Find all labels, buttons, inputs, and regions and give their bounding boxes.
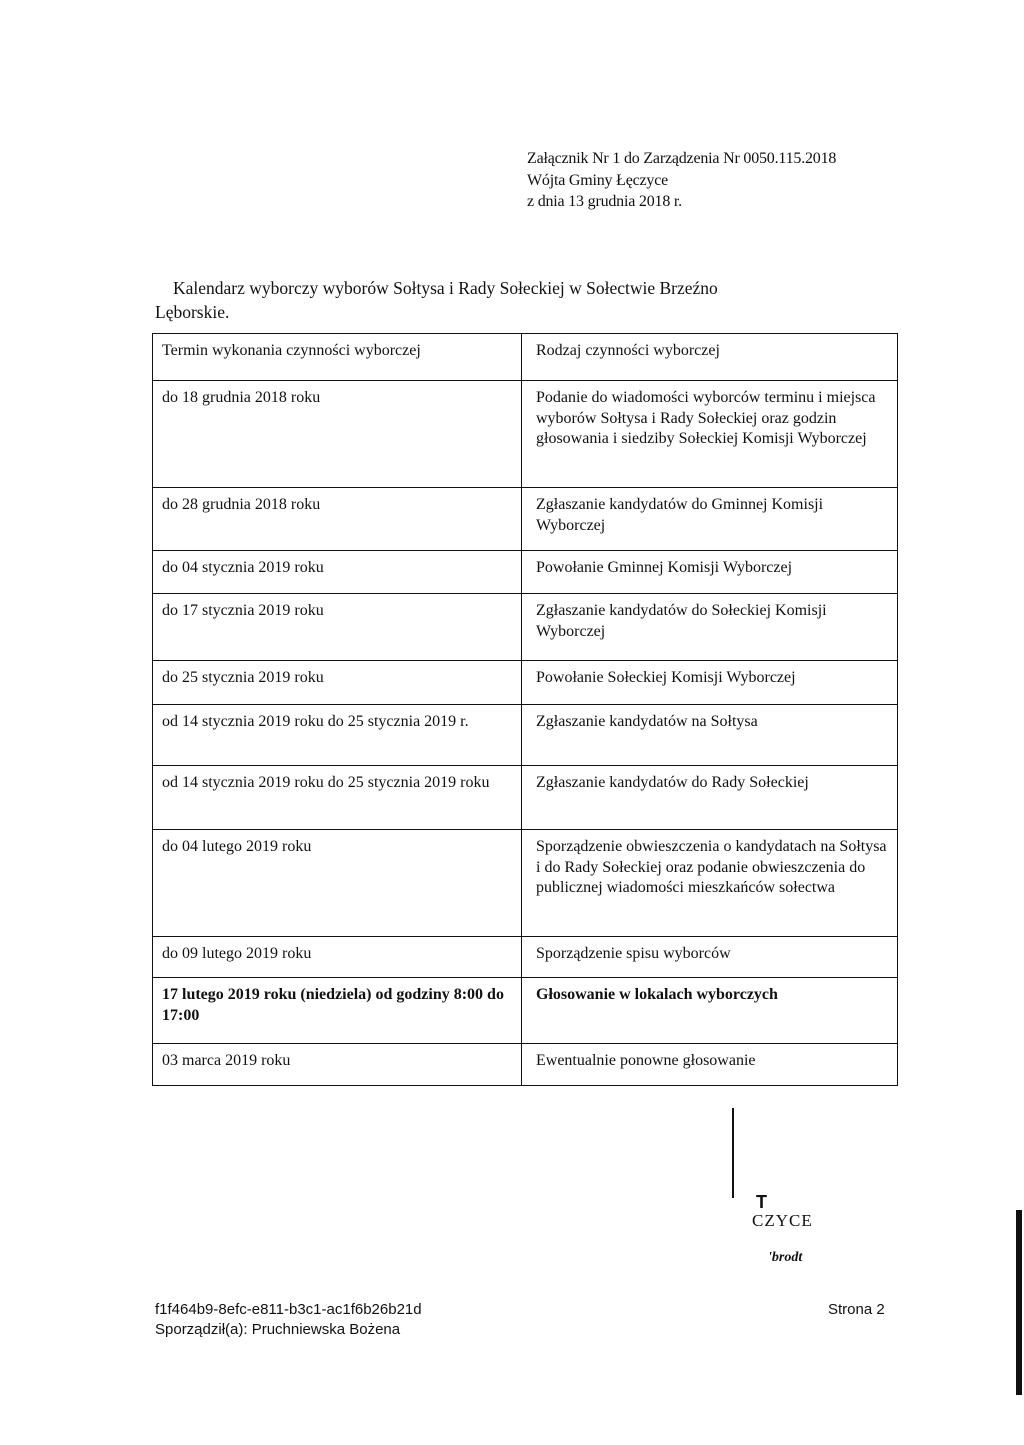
table-row xyxy=(153,766,898,830)
table-row xyxy=(153,381,898,488)
table-header-row xyxy=(153,334,898,381)
header-action: Rodzaj czynności wyborczej xyxy=(522,334,898,381)
table-row xyxy=(153,937,898,978)
row-term: do 18 grudnia 2018 roku xyxy=(153,381,522,488)
row-term: 17 lutego 2019 roku (niedziela) od godziny 8:00 do 17:00 xyxy=(153,978,522,1044)
table-row xyxy=(153,1044,898,1086)
attachment-line-1: Załącznik Nr 1 do Zarządzenia Nr 0050.115.2018 xyxy=(527,150,837,167)
attachment-line-3: z dnia 13 grudnia 2018 r. xyxy=(527,193,682,210)
document-id: f1f464b9-8efc-e811-b3c1-ac1f6b26b21d xyxy=(155,1301,422,1318)
row-term: do 17 stycznia 2019 roku xyxy=(153,594,522,661)
stamp-signature: 'brodt xyxy=(768,1250,803,1265)
election-calendar-table xyxy=(152,333,898,1086)
row-action: Sporządzenie obwieszczenia o kandydatach na Sołtysa i do Rady Sołeckiej oraz podanie obwieszczenia do publicznej wiadomości mieszkańców sołectwa xyxy=(522,830,898,937)
row-action: Sporządzenie spisu wyborców xyxy=(522,937,898,978)
document-author: Sporządził(a): Pruchniewska Bożena xyxy=(155,1321,401,1338)
document-title xyxy=(155,276,855,324)
row-term: do 04 lutego 2019 roku xyxy=(153,830,522,937)
row-action: Powołanie Sołeckiej Komisji Wyborczej xyxy=(522,661,898,705)
row-action: Zgłaszanie kandydatów do Gminnej Komisji Wyborczej xyxy=(522,488,898,551)
table-row xyxy=(153,594,898,661)
row-term: do 28 grudnia 2018 roku xyxy=(153,488,522,551)
attachment-header xyxy=(527,148,836,213)
table-row xyxy=(153,978,898,1044)
row-term: do 09 lutego 2019 roku xyxy=(153,937,522,978)
stamp-text-top: T xyxy=(756,1192,767,1212)
stamp-text-name: CZYCE xyxy=(752,1211,813,1230)
row-term: od 14 stycznia 2019 roku do 25 stycznia 2019 roku xyxy=(153,766,522,830)
row-term: do 25 stycznia 2019 roku xyxy=(153,661,522,705)
table-row xyxy=(153,661,898,705)
header-term: Termin wykonania czynności wyborczej xyxy=(153,334,522,381)
footer-left xyxy=(155,1300,422,1340)
row-term: do 04 stycznia 2019 roku xyxy=(153,551,522,594)
row-term: 03 marca 2019 roku xyxy=(153,1044,522,1086)
attachment-line-2: Wójta Gminy Łęczyce xyxy=(527,171,669,189)
row-action: Głosowanie w lokalach wyborczych xyxy=(522,978,898,1044)
title-line-1: Kalendarz wyborczy wyborów Sołtysa i Rady Sołeckiej w Sołectwie Brzeźno xyxy=(173,278,718,298)
scan-edge-bar xyxy=(1016,1210,1022,1395)
row-action: Zgłaszanie kandydatów na Sołtysa xyxy=(522,705,898,766)
row-term: od 14 stycznia 2019 roku do 25 stycznia 2019 r. xyxy=(153,705,522,766)
title-line-2: Lęborskie. xyxy=(155,302,230,322)
row-action: Zgłaszanie kandydatów do Rady Sołeckiej xyxy=(522,766,898,830)
row-action: Powołanie Gminnej Komisji Wyborczej xyxy=(522,551,898,594)
row-action: Zgłaszanie kandydatów do Sołeckiej Komisji Wyborczej xyxy=(522,594,898,661)
page-number: Strona 2 xyxy=(828,1301,885,1318)
stamp-vertical-line xyxy=(732,1108,734,1198)
row-action: Ewentualnie ponowne głosowanie xyxy=(522,1044,898,1086)
table-row xyxy=(153,488,898,551)
table-row xyxy=(153,705,898,766)
table-row xyxy=(153,551,898,594)
table-row xyxy=(153,830,898,937)
row-action: Podanie do wiadomości wyborców terminu i miejsca wyborów Sołtysa i Rady Sołeckiej oraz godzin głosowania i siedziby Sołeckiej Komisji Wyborczej xyxy=(522,381,898,488)
